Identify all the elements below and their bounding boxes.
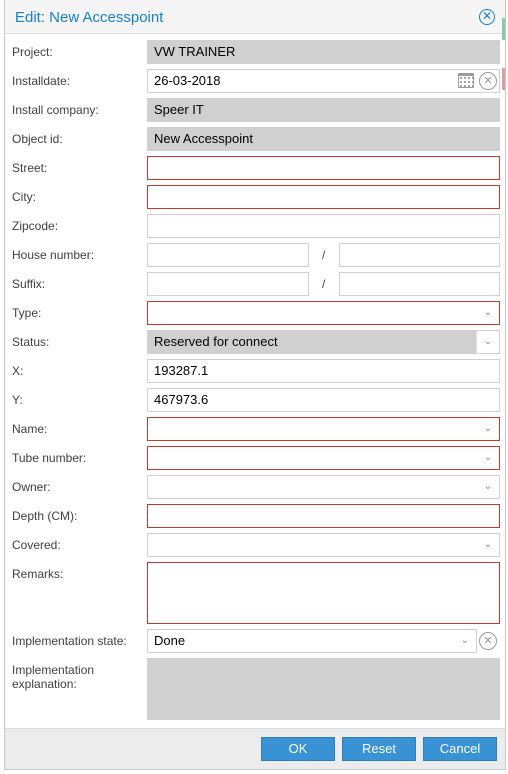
implementation-explanation-label: Implementation explanation:	[12, 663, 95, 691]
chevron-down-icon[interactable]: ⌄	[477, 476, 499, 498]
dialog-footer	[5, 728, 505, 769]
chevron-down-icon[interactable]: ⌄	[477, 418, 499, 440]
house-number-to-input[interactable]	[339, 243, 500, 267]
project-field: VW TRAINER	[147, 40, 500, 64]
calendar-icon[interactable]	[458, 73, 474, 88]
object-id-label: Object id:	[12, 132, 63, 146]
clear-implementation-state-icon[interactable]: ✕	[479, 632, 497, 650]
chevron-down-icon[interactable]: ⌄	[477, 534, 499, 556]
covered-select[interactable]	[147, 533, 500, 557]
suffix-to-input[interactable]	[339, 272, 500, 296]
dialog-title: Edit: New Accesspoint	[15, 9, 164, 26]
installdate-label: Installdate:	[12, 74, 71, 88]
zipcode-input[interactable]	[147, 214, 500, 238]
implementation-explanation-field	[147, 658, 500, 720]
status-label: Status:	[12, 335, 50, 349]
street-input[interactable]	[147, 156, 500, 180]
remarks-textarea[interactable]	[147, 562, 500, 624]
implementation-state-select[interactable]	[147, 629, 477, 653]
object-id-field: New Accesspoint	[147, 127, 500, 151]
depth-input[interactable]	[147, 504, 500, 528]
background-accent-red	[502, 68, 505, 90]
house-number-from-input[interactable]	[147, 243, 309, 267]
implementation-state-value: Done	[154, 633, 186, 648]
x-label: X:	[12, 364, 24, 378]
y-label: Y:	[12, 393, 23, 407]
x-input[interactable]: 193287.1	[147, 359, 500, 383]
close-icon[interactable]: ✕	[479, 9, 495, 25]
project-label: Project:	[12, 45, 53, 59]
y-input[interactable]: 467973.6	[147, 388, 500, 412]
cancel-button[interactable]: Cancel	[423, 737, 497, 761]
clear-installdate-icon[interactable]: ✕	[479, 72, 497, 90]
chevron-down-icon[interactable]: ⌄	[477, 302, 499, 324]
install-company-field: Speer IT	[147, 98, 500, 122]
background-accent-green	[502, 18, 505, 40]
chevron-down-icon[interactable]: ⌄	[476, 331, 499, 353]
suffix-label: Suffix:	[12, 277, 46, 291]
implementation-state-label: Implementation state:	[12, 634, 127, 648]
chevron-down-icon[interactable]: ⌄	[477, 447, 499, 469]
remarks-label: Remarks:	[12, 567, 64, 581]
dialog-header	[5, 0, 505, 34]
house-number-separator: /	[322, 248, 326, 262]
zipcode-label: Zipcode:	[12, 219, 59, 233]
house-number-label: House number:	[12, 248, 95, 262]
edit-dialog	[4, 0, 506, 770]
covered-label: Covered:	[12, 538, 61, 552]
suffix-separator: /	[322, 277, 326, 291]
status-select[interactable]	[147, 330, 500, 354]
reset-button[interactable]: Reset	[342, 737, 416, 761]
owner-select[interactable]	[147, 475, 500, 499]
type-select[interactable]	[147, 301, 500, 325]
ok-button[interactable]: OK	[261, 737, 335, 761]
install-company-label: Install company:	[12, 103, 99, 117]
name-select[interactable]	[147, 417, 500, 441]
suffix-from-input[interactable]	[147, 272, 309, 296]
installdate-field[interactable]	[147, 69, 500, 93]
depth-label: Depth (CM):	[12, 509, 78, 523]
owner-label: Owner:	[12, 480, 51, 494]
name-label: Name:	[12, 422, 48, 436]
tube-number-label: Tube number:	[12, 451, 87, 465]
chevron-down-icon[interactable]: ⌄	[454, 630, 476, 652]
city-label: City:	[12, 190, 36, 204]
type-label: Type:	[12, 306, 42, 320]
status-value: Reserved for connect	[154, 334, 278, 349]
city-input[interactable]	[147, 185, 500, 209]
tube-number-select[interactable]	[147, 446, 500, 470]
installdate-value: 26-03-2018	[154, 73, 221, 88]
street-label: Street:	[12, 161, 48, 175]
